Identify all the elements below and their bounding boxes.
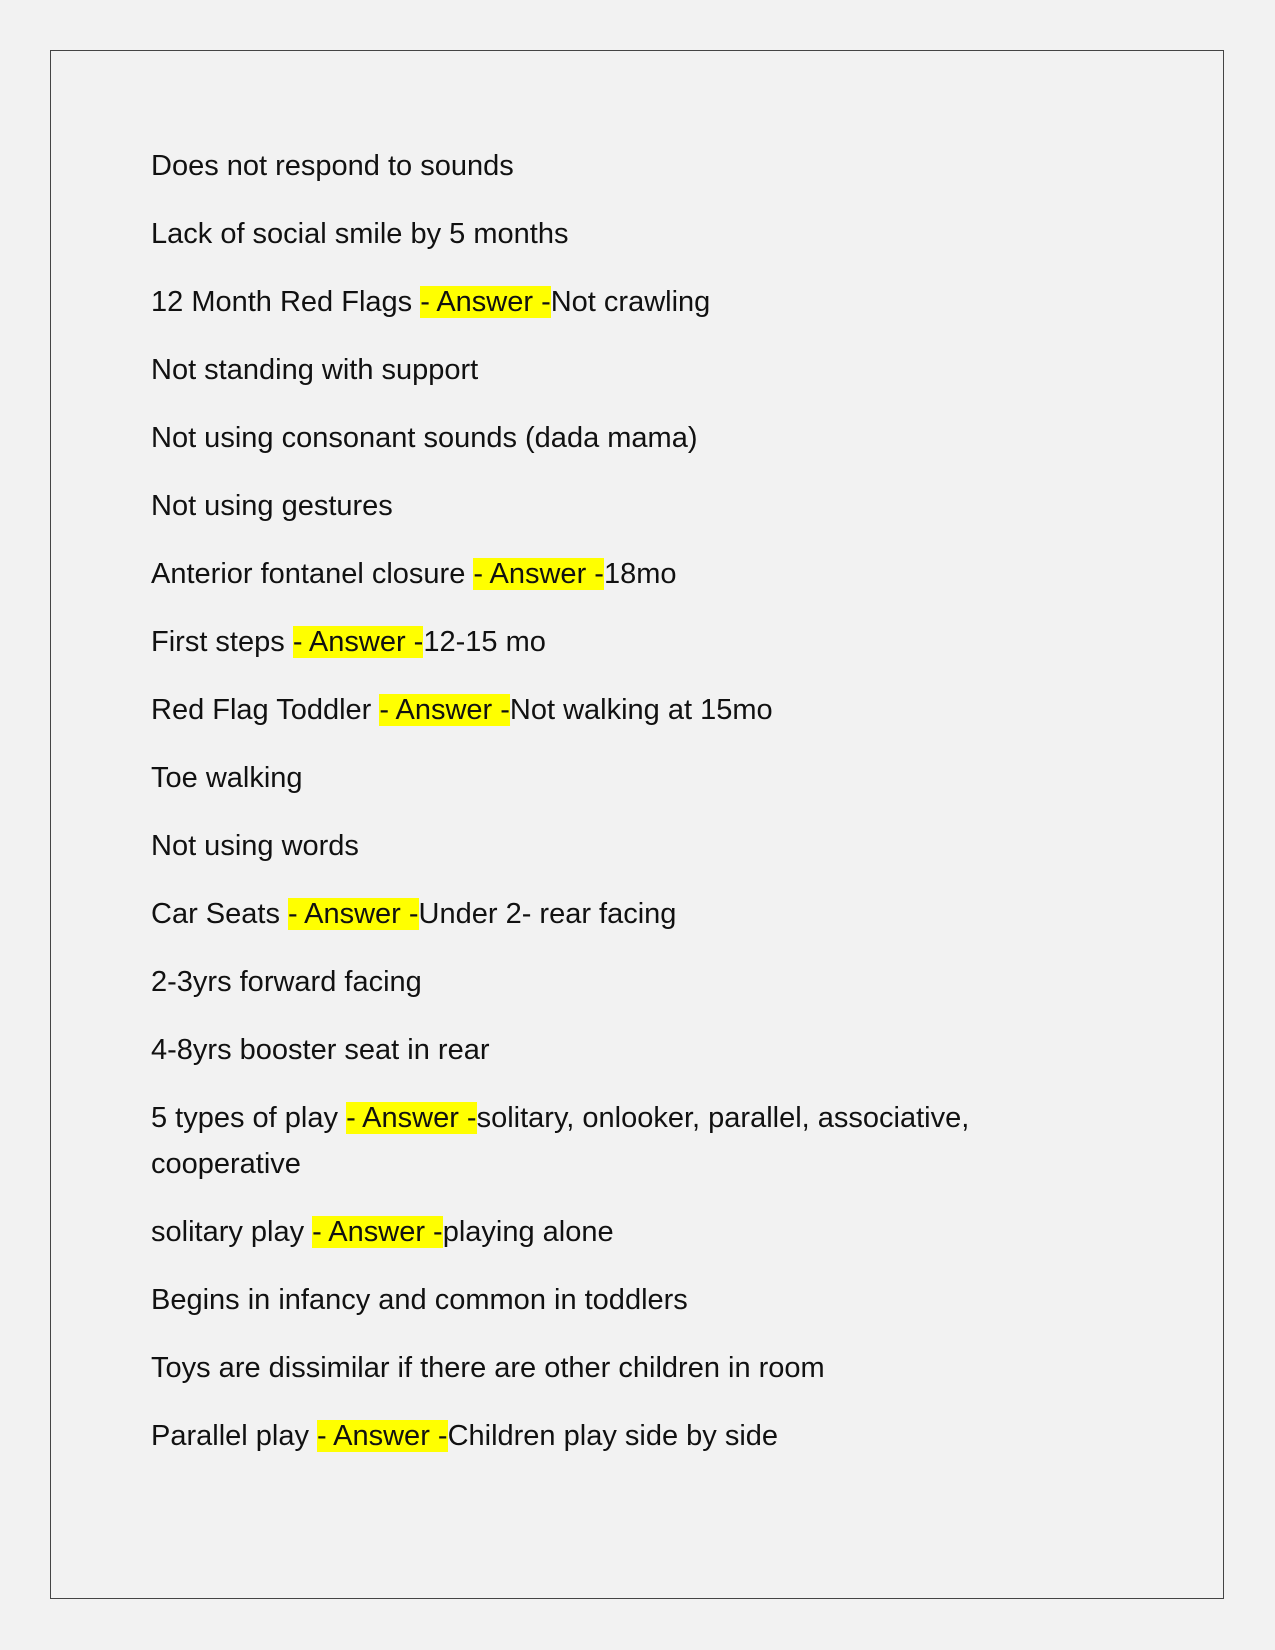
text-line <box>151 1277 1071 1323</box>
line-text: Not using words <box>151 830 359 862</box>
term-text: 12 Month Red Flags <box>151 286 421 318</box>
term-text: Car Seats <box>151 898 288 930</box>
line-text: Lack of social smile by 5 months <box>151 218 569 250</box>
line-text: 2-3yrs forward facing <box>151 966 422 998</box>
answer-marker-highlight: - Answer - <box>312 1216 443 1248</box>
text-line <box>151 959 1071 1005</box>
answer-marker-highlight: - Answer - <box>317 1420 448 1452</box>
flashcard-line <box>151 687 1071 733</box>
term-text: First steps <box>151 626 293 658</box>
line-text: Not using gestures <box>151 490 393 522</box>
answer-marker-highlight: - Answer - <box>346 1102 477 1134</box>
line-text: Not standing with support <box>151 354 479 386</box>
line-text: Begins in infancy and common in toddlers <box>151 1284 688 1316</box>
document-content <box>151 143 1071 1481</box>
flashcard-line <box>151 891 1071 937</box>
answer-marker-highlight: - Answer - <box>473 558 604 590</box>
answer-text: Not walking at 15mo <box>509 694 773 726</box>
text-line <box>151 483 1071 529</box>
flashcard-line <box>151 279 1071 325</box>
line-text: Does not respond to sounds <box>151 150 514 182</box>
line-text: Toe walking <box>151 762 303 794</box>
answer-text: solitary, onlooker, parallel, associative, cooperative <box>151 1102 970 1180</box>
line-text: Not using consonant sounds (dada mama) <box>151 422 698 454</box>
answer-text: Children play side by side <box>447 1420 779 1452</box>
answer-marker-highlight: - Answer - <box>288 898 419 930</box>
answer-marker-highlight: - Answer - <box>420 286 551 318</box>
answer-text: Under 2- rear facing <box>418 898 677 930</box>
text-line <box>151 1345 1071 1391</box>
term-text: Anterior fontanel closure <box>151 558 474 590</box>
term-text: Parallel play <box>151 1420 318 1452</box>
line-text: Toys are dissimilar if there are other children in room <box>151 1352 825 1384</box>
answer-marker-highlight: - Answer - <box>379 694 510 726</box>
flashcard-line <box>151 1413 1071 1459</box>
term-text: solitary play <box>151 1216 313 1248</box>
text-line <box>151 823 1071 869</box>
answer-text: playing alone <box>442 1216 614 1248</box>
text-line <box>151 143 1071 189</box>
answer-text: 18mo <box>603 558 677 590</box>
flashcard-line <box>151 619 1071 665</box>
answer-text: 12-15 mo <box>423 626 546 658</box>
text-line <box>151 347 1071 393</box>
term-text: 5 types of play <box>151 1102 347 1134</box>
line-text: 4-8yrs booster seat in rear <box>151 1034 490 1066</box>
text-line <box>151 415 1071 461</box>
flashcard-line <box>151 551 1071 597</box>
flashcard-line <box>151 1209 1071 1255</box>
flashcard-line <box>151 1095 1071 1187</box>
text-line <box>151 211 1071 257</box>
answer-marker-highlight: - Answer - <box>292 626 424 658</box>
answer-text: Not crawling <box>550 286 711 318</box>
text-line <box>151 1027 1071 1073</box>
term-text: Red Flag Toddler <box>151 694 380 726</box>
text-line <box>151 755 1071 801</box>
